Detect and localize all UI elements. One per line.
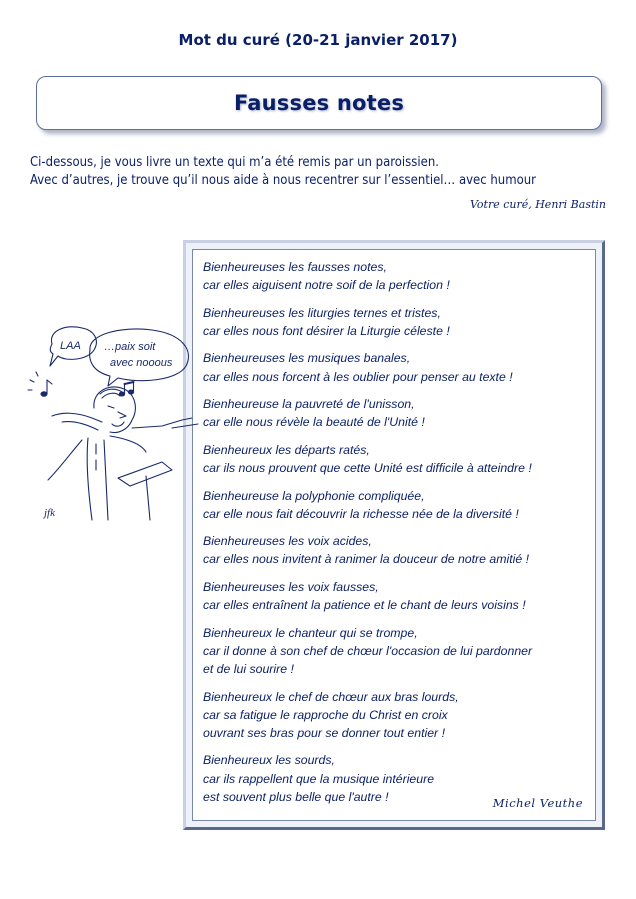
- poem-line: Bienheureuse la polyphonie compliquée,: [203, 488, 425, 503]
- intro-line-1: Ci-dessous, je vous livre un texte qui m’a été remis par un paroissien.: [30, 155, 439, 170]
- poem-stanza: [203, 624, 598, 679]
- poem-line: Bienheureuses les musiques banales,: [203, 351, 411, 366]
- poem-author: Michel Veuthe: [492, 796, 583, 810]
- poem-stanza: [203, 688, 598, 743]
- poem-line: ouvrant ses bras pour se donner tout entier !: [203, 725, 445, 740]
- music-note-2-icon: [119, 382, 133, 396]
- poem-stanza: [203, 578, 598, 614]
- poem-line: Bienheureux le chanteur qui se trompe,: [203, 625, 418, 640]
- poem-line: est souvent plus belle que l'autre !: [203, 789, 389, 804]
- poem-line: car il donne à son chef de chœur l'occasion de lui pardonner: [203, 643, 533, 658]
- poem-line: car elles aiguisent notre soif de la perfection !: [203, 278, 450, 293]
- intro-line-2: Avec d’autres, je trouve qu’il nous aide à nous recentrer sur l’essentiel… avec humour: [30, 173, 536, 188]
- priest-signature: Votre curé, Henri Bastin: [469, 198, 606, 211]
- poem-line: Bienheureux les sourds,: [203, 753, 335, 768]
- poem-line: car elle nous révèle la beauté de l'Unité !: [203, 415, 425, 430]
- poem-line: car ils nous prouvent que cette Unité est difficile à atteindre !: [203, 461, 532, 476]
- poem-line: car elles entraînent la patience et le chant de leurs voisins !: [203, 598, 526, 613]
- poem-stanza: [203, 304, 598, 340]
- poem-stanza: [203, 258, 598, 294]
- document-title: Fausses notes: [233, 91, 405, 115]
- poem-line: et de lui sourire !: [203, 662, 294, 677]
- poem-line: Bienheureuses les voix fausses,: [203, 579, 379, 594]
- music-note-icon: [28, 372, 52, 396]
- poem-line: car ils rappellent que la musique intérieure: [203, 771, 435, 786]
- bubble-laa-text: LAA: [60, 340, 81, 352]
- intro-text: [30, 154, 536, 190]
- poem-stanza: [203, 395, 598, 431]
- poem-line: Bienheureuses les fausses notes,: [203, 260, 387, 274]
- poem-line: Bienheureux les départs ratés,: [203, 442, 370, 457]
- poem-line: Bienheureuses les voix acides,: [203, 534, 372, 549]
- poem-line: car elles nous invitent à ranimer la douceur de notre amitié !: [203, 552, 530, 567]
- poem-panel: [192, 249, 596, 821]
- page-header-title: Mot du curé (20-21 janvier 2017): [178, 31, 458, 49]
- poem-line: Bienheureuses les liturgies ternes et tristes,: [203, 305, 441, 320]
- poem-stanza: [203, 532, 598, 568]
- poem-frame: [183, 240, 605, 830]
- poem-stanza: [203, 487, 598, 523]
- poem-line: car sa fatigue le rapproche du Christ en croix: [203, 707, 448, 722]
- poem-stanzas: [203, 258, 598, 815]
- poem-stanza: [203, 349, 598, 385]
- poem-line: car elle nous fait découvrir la richesse née de la diversité !: [203, 506, 519, 521]
- poem-line: car elles nous forcent à les oublier pour penser au texte !: [203, 369, 513, 384]
- conductor-figure: [42, 387, 198, 520]
- poem-line: Bienheureuse la pauvreté de l'unisson,: [203, 397, 415, 412]
- poem-line: Bienheureux le chef de chœur aux bras lourds,: [203, 689, 459, 704]
- poem-line: car elles nous font désirer la Liturgie céleste !: [203, 323, 450, 338]
- conductor-illustration: [22, 320, 222, 540]
- title-box: [36, 76, 602, 130]
- artist-initials: jfk: [44, 507, 55, 519]
- bubble-paix-line1: …paix soit: [104, 341, 156, 353]
- poem-stanza: [203, 441, 598, 477]
- bubble-paix-line2: avec nooous: [110, 357, 173, 369]
